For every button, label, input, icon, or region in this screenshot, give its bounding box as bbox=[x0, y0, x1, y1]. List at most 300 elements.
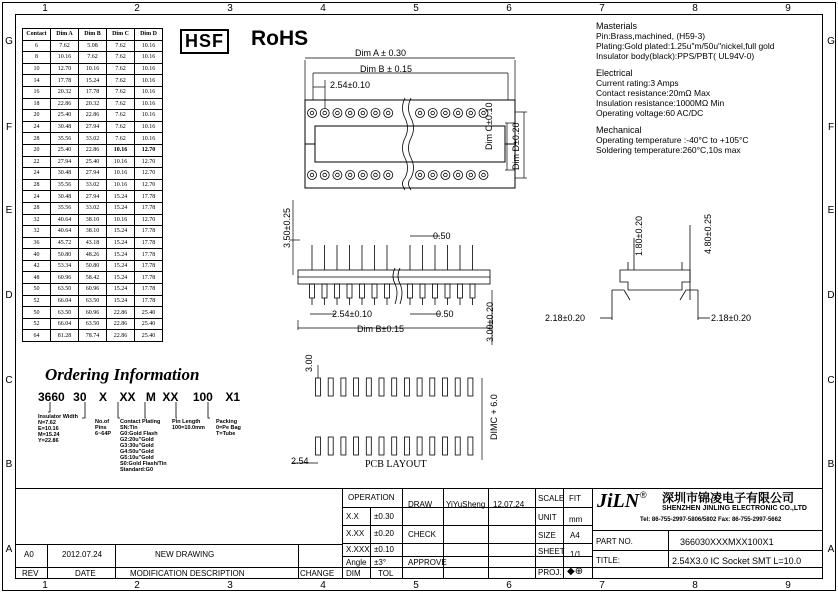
tb-tol-value: ±0.30 bbox=[374, 512, 394, 521]
pin-hole-inner bbox=[310, 173, 314, 177]
pin-hole-inner bbox=[469, 173, 473, 177]
table-cell: 22.86 bbox=[107, 318, 135, 330]
table-cell: 15.24 bbox=[107, 249, 135, 261]
zone-number: 1 bbox=[42, 3, 48, 14]
zone-number: 8 bbox=[692, 3, 698, 14]
pitch-top-label: 2.54±0.10 bbox=[330, 80, 370, 90]
pin-hole bbox=[479, 171, 488, 180]
table-cell: 12.70 bbox=[135, 179, 163, 191]
pin-hole-inner bbox=[361, 111, 365, 115]
table-cell: 15.24 bbox=[107, 226, 135, 238]
pin-hole bbox=[428, 109, 437, 118]
table-cell: 20 bbox=[23, 110, 51, 122]
electrical-heading: Electrical bbox=[596, 68, 633, 78]
pin-hole-inner bbox=[323, 173, 327, 177]
table-cell: 17.78 bbox=[135, 191, 163, 203]
zone-number: 9 bbox=[785, 3, 791, 14]
materials-line: Plating:Gold plated:1.25u"m/50u"nickel,full gold bbox=[596, 41, 775, 51]
width-218-right-label: 2.18±0.20 bbox=[711, 313, 751, 323]
pin-hole-inner bbox=[374, 173, 378, 177]
table-cell: 30.48 bbox=[51, 191, 79, 203]
pin-hole-inner bbox=[361, 173, 365, 177]
pcb-layout-label: PCB LAYOUT bbox=[365, 459, 427, 470]
zone-number: 6 bbox=[506, 3, 512, 14]
pin-hole bbox=[308, 109, 317, 118]
table-cell: 25.40 bbox=[135, 318, 163, 330]
pin-hole bbox=[454, 171, 463, 180]
dim-d-label: Dim D±0.20 bbox=[511, 122, 521, 170]
table-cell: 5.08 bbox=[79, 40, 107, 52]
zone-letter: C bbox=[5, 375, 13, 386]
table-cell: 12.70 bbox=[135, 156, 163, 168]
table-cell: 28 bbox=[23, 179, 51, 191]
electrical-line: Contact resistance:20mΩ Max bbox=[596, 88, 711, 98]
pin-hole bbox=[320, 109, 329, 118]
table-cell: 10 bbox=[23, 63, 51, 75]
table-cell: 50 bbox=[23, 307, 51, 319]
table-cell: 35.56 bbox=[51, 202, 79, 214]
pcb-pad bbox=[328, 378, 333, 396]
tb-scale: SCALE bbox=[538, 494, 565, 503]
table-cell: 17.78 bbox=[79, 86, 107, 98]
dim-b-bottom-label: Dim B±0.15 bbox=[357, 324, 404, 334]
table-cell: 16 bbox=[23, 86, 51, 98]
table-cell: 17.78 bbox=[135, 260, 163, 272]
table-cell: 7.62 bbox=[79, 52, 107, 64]
table-cell: 10.16 bbox=[79, 63, 107, 75]
insulator-legend: Insulator Width N=7.62 E=10.16 M=15.24 Y=22.86 bbox=[38, 414, 78, 444]
table-cell: 20 bbox=[23, 144, 51, 156]
zone-letter: D bbox=[5, 290, 13, 301]
electrical-line: Operating voltage:60 AC/DC bbox=[596, 108, 704, 118]
pin-hole-inner bbox=[310, 111, 314, 115]
table-cell: 27.94 bbox=[79, 121, 107, 133]
table-cell: 48 bbox=[23, 272, 51, 284]
plating-legend: Contact Plating SN:Tin G0:Gold Flash G2:20u"Gold G3:30u"Gold G4:50u"Gold G5:10u"Gold S0:Gold Flash/Tin Standard:G0 bbox=[120, 419, 167, 473]
pin-hole bbox=[346, 109, 355, 118]
table-cell: 18 bbox=[23, 98, 51, 110]
pin-hole-inner bbox=[418, 111, 422, 115]
pin-hole bbox=[308, 171, 317, 180]
width-050-bottom-label: 0.50 bbox=[436, 309, 454, 319]
code-length: 100 bbox=[192, 390, 213, 404]
pin-hole bbox=[384, 171, 393, 180]
table-cell: 12.70 bbox=[135, 214, 163, 226]
table-cell: 10.16 bbox=[107, 156, 135, 168]
mechanical-line: Operating temperature :-40°C to +105°C bbox=[596, 135, 749, 145]
table-header: Dim A bbox=[51, 29, 79, 41]
tb-tol: TOL bbox=[378, 569, 394, 578]
table-cell: 36 bbox=[23, 237, 51, 249]
pcb-pad bbox=[366, 437, 371, 455]
table-cell: 32 bbox=[23, 226, 51, 238]
mechanical-line: Soldering temperature:260°C,10s max bbox=[596, 145, 741, 155]
pin-hole bbox=[428, 171, 437, 180]
table-cell: 35.56 bbox=[51, 133, 79, 145]
zone-number: 3 bbox=[227, 580, 233, 591]
pin-hole bbox=[466, 109, 475, 118]
table-cell: 48.26 bbox=[79, 249, 107, 261]
pcb-pad bbox=[443, 378, 448, 396]
pcb-pad bbox=[455, 437, 460, 455]
table-cell: 28 bbox=[23, 133, 51, 145]
table-cell: 12.70 bbox=[135, 168, 163, 180]
zone-letter: F bbox=[827, 122, 835, 133]
pcb-pad bbox=[379, 437, 384, 455]
width-050-top-label: 0.50 bbox=[433, 231, 451, 241]
zone-number: 9 bbox=[785, 580, 791, 591]
packing-legend: Packing 0=Pe Bag T=Tube bbox=[216, 419, 241, 437]
width-218-left-label: 2.18±0.20 bbox=[545, 313, 585, 323]
table-cell: 40.64 bbox=[51, 214, 79, 226]
pcb-pad bbox=[379, 378, 384, 396]
materials-line: Pin:Brass,machined, (H59-3) bbox=[596, 31, 706, 41]
tb-tol-label: Angle bbox=[346, 558, 367, 567]
table-cell: 63.50 bbox=[79, 295, 107, 307]
table-cell: 27.94 bbox=[51, 156, 79, 168]
rev-a0: A0 bbox=[24, 550, 34, 559]
table-cell: 10.16 bbox=[135, 52, 163, 64]
table-cell: 10.16 bbox=[107, 144, 135, 156]
registered-icon: ® bbox=[640, 490, 647, 500]
zone-number: 2 bbox=[134, 580, 140, 591]
table-cell: 8 bbox=[23, 52, 51, 64]
table-cell: 20.32 bbox=[51, 86, 79, 98]
tb-tol-value: ±0.20 bbox=[374, 529, 394, 538]
table-cell: 10.16 bbox=[135, 86, 163, 98]
pin-hole bbox=[371, 109, 380, 118]
socket-pin-body bbox=[458, 284, 463, 298]
pin-hole bbox=[320, 171, 329, 180]
table-cell: 7.62 bbox=[107, 63, 135, 75]
table-cell: 50.80 bbox=[79, 260, 107, 272]
socket-pin-body bbox=[445, 284, 450, 298]
table-header: Contact bbox=[23, 29, 51, 41]
mechanical-heading: Mechanical bbox=[596, 125, 642, 135]
table-cell: 17.78 bbox=[51, 75, 79, 87]
table-cell: 15.24 bbox=[107, 237, 135, 249]
table-cell: 15.24 bbox=[107, 272, 135, 284]
zone-letter: C bbox=[827, 375, 835, 386]
table-cell: 12.70 bbox=[51, 63, 79, 75]
pcb-pad bbox=[392, 378, 397, 396]
zone-number: 8 bbox=[692, 580, 698, 591]
code-type: 30 bbox=[73, 390, 87, 404]
zone-number: 6 bbox=[506, 580, 512, 591]
socket-pin-body bbox=[335, 284, 340, 298]
tb-tol-label: X.X bbox=[346, 512, 359, 521]
pcb-pad bbox=[443, 437, 448, 455]
table-cell: 22.86 bbox=[79, 110, 107, 122]
table-cell: 10.16 bbox=[107, 214, 135, 226]
table-cell: 81.28 bbox=[51, 330, 79, 342]
table-cell: 60.96 bbox=[79, 284, 107, 296]
rohs-badge: RoHS bbox=[251, 27, 309, 50]
pcb-pad bbox=[468, 437, 473, 455]
pcb-pad bbox=[404, 378, 409, 396]
table-cell: 24 bbox=[23, 168, 51, 180]
pin-hole-inner bbox=[386, 173, 390, 177]
tb-sheet-val: 1/1 bbox=[570, 550, 582, 559]
table-cell: 17.78 bbox=[135, 272, 163, 284]
pcb-pad bbox=[328, 437, 333, 455]
height-180-label: 1.80±0.20 bbox=[634, 216, 644, 256]
table-cell: 10.16 bbox=[107, 179, 135, 191]
table-cell: 10.16 bbox=[135, 133, 163, 145]
company-tel: Tel: 86-755-2997-5806/5802 Fax: 86-755-2997-5662 bbox=[640, 517, 782, 523]
table-cell: 43.18 bbox=[79, 237, 107, 249]
table-cell: 25.40 bbox=[51, 110, 79, 122]
table-cell: 50.80 bbox=[51, 249, 79, 261]
socket-pin-body bbox=[420, 284, 425, 298]
tb-approve: APPROVE bbox=[408, 558, 447, 567]
zone-number: 3 bbox=[227, 3, 233, 14]
pcb-pad bbox=[341, 437, 346, 455]
tb-mm: mm bbox=[569, 515, 583, 524]
title-label: TITLE: bbox=[596, 556, 621, 565]
table-cell: 60.96 bbox=[79, 307, 107, 319]
pin-hole-inner bbox=[431, 111, 435, 115]
table-cell: 33.02 bbox=[79, 202, 107, 214]
socket-pin-body bbox=[385, 284, 390, 298]
table-cell: 17.78 bbox=[135, 202, 163, 214]
rev-head-date: DATE bbox=[75, 569, 96, 578]
pcb-dimc-label: DIMC + 6.0 bbox=[489, 394, 499, 440]
pin-hole bbox=[346, 171, 355, 180]
zone-letter: G bbox=[827, 36, 835, 47]
pcb-pad bbox=[316, 378, 321, 396]
pin-hole bbox=[333, 109, 342, 118]
tb-check: CHECK bbox=[408, 530, 437, 539]
pins-legend: No.of Pins 6~64P bbox=[95, 419, 112, 437]
tb-size: SIZE bbox=[538, 531, 556, 540]
pcb-pad bbox=[455, 378, 460, 396]
pcb-pad bbox=[417, 378, 422, 396]
table-cell: 20.32 bbox=[79, 98, 107, 110]
height-300-label: 3.00±0.20 bbox=[485, 302, 495, 342]
zone-number: 5 bbox=[413, 580, 419, 591]
table-cell: 25.40 bbox=[135, 330, 163, 342]
table-cell: 24 bbox=[23, 191, 51, 203]
table-cell: 58.42 bbox=[79, 272, 107, 284]
table-cell: 7.62 bbox=[107, 75, 135, 87]
ordering-title: Ordering Information bbox=[45, 365, 200, 384]
code-plating: XX bbox=[162, 390, 179, 404]
table-header: Dim C bbox=[107, 29, 135, 41]
table-cell: 22.86 bbox=[79, 144, 107, 156]
pin-hole-inner bbox=[348, 111, 352, 115]
tb-tol-value: ±0.10 bbox=[374, 545, 394, 554]
table-cell: 15.24 bbox=[107, 284, 135, 296]
table-cell: 14 bbox=[23, 75, 51, 87]
pin-hole bbox=[333, 171, 342, 180]
table-cell: 42 bbox=[23, 260, 51, 272]
table-cell: 60.96 bbox=[51, 272, 79, 284]
length-legend: Pin Length 100=10.0mm bbox=[172, 419, 205, 431]
socket-pin-body bbox=[433, 284, 438, 298]
electrical-line: Insulation resistance:1000MΩ Min bbox=[596, 98, 725, 108]
pin-hole-inner bbox=[418, 173, 422, 177]
pin-hole-inner bbox=[348, 173, 352, 177]
materials-line: Insulator body(black):PPS/PBT( UL94V-0) bbox=[596, 51, 755, 61]
pin-hole-inner bbox=[431, 173, 435, 177]
socket-pin-body bbox=[408, 284, 413, 298]
table-cell: 38.10 bbox=[79, 226, 107, 238]
tb-fit: FIT bbox=[569, 494, 581, 503]
table-cell: 66.04 bbox=[51, 318, 79, 330]
table-cell: 10.16 bbox=[135, 75, 163, 87]
code-packing: X1 bbox=[225, 390, 240, 404]
table-header: Dim B bbox=[79, 29, 107, 41]
pcb-pad bbox=[341, 378, 346, 396]
table-cell: 40.64 bbox=[51, 226, 79, 238]
table-cell: 15.24 bbox=[79, 75, 107, 87]
table-cell: 17.78 bbox=[135, 295, 163, 307]
table-cell: 10.16 bbox=[135, 98, 163, 110]
table-cell: 10.16 bbox=[135, 110, 163, 122]
pin-hole bbox=[441, 171, 450, 180]
pin-hole bbox=[371, 171, 380, 180]
dim-b-top-label: Dim B ± 0.15 bbox=[360, 64, 412, 74]
table-cell: 40 bbox=[23, 249, 51, 261]
zone-letter: A bbox=[5, 544, 13, 555]
zone-letter: A bbox=[827, 544, 835, 555]
table-cell: 38.10 bbox=[79, 214, 107, 226]
zone-number: 2 bbox=[134, 3, 140, 14]
table-cell: 27.94 bbox=[79, 191, 107, 203]
electrical-line: Current rating:3 Amps bbox=[596, 78, 679, 88]
title-value: 2.54X3.0 IC Socket SMT L=10.0 bbox=[672, 556, 802, 566]
rev-date: 2012.07.24 bbox=[62, 550, 103, 559]
tb-unit: UNIT bbox=[538, 513, 557, 522]
code-pins: XX bbox=[119, 390, 136, 404]
company-name-cn: 深圳市锦凌电子有限公司 bbox=[662, 491, 795, 505]
table-cell: 7.62 bbox=[107, 121, 135, 133]
tb-drawer: YiYuSheng bbox=[446, 500, 486, 509]
pin-hole-inner bbox=[444, 111, 448, 115]
table-cell: 52 bbox=[23, 295, 51, 307]
table-cell: 7.62 bbox=[107, 86, 135, 98]
table-cell: 7.62 bbox=[107, 110, 135, 122]
zone-number: 7 bbox=[599, 3, 605, 14]
pin-hole-inner bbox=[374, 111, 378, 115]
company-logo: JiLN bbox=[597, 490, 640, 512]
table-cell: 22 bbox=[23, 156, 51, 168]
tb-sheet: SHEET bbox=[538, 547, 565, 556]
pcb-pad bbox=[366, 378, 371, 396]
table-cell: 7.62 bbox=[107, 52, 135, 64]
table-header: Dim D bbox=[135, 29, 163, 41]
zone-letter: B bbox=[5, 459, 13, 470]
zone-number: 4 bbox=[320, 3, 326, 14]
pin-hole-inner bbox=[336, 173, 340, 177]
table-cell: 28 bbox=[23, 202, 51, 214]
pcb-300-label: 3.00 bbox=[304, 354, 314, 372]
pitch-bottom-label: 2.54±0.10 bbox=[332, 309, 372, 319]
pin-hole-inner bbox=[386, 111, 390, 115]
pin-hole bbox=[416, 171, 425, 180]
pin-hole-inner bbox=[456, 173, 460, 177]
pin-hole-inner bbox=[323, 111, 327, 115]
pcb-pad bbox=[430, 437, 435, 455]
table-cell: 17.78 bbox=[135, 226, 163, 238]
table-cell: 7.62 bbox=[107, 98, 135, 110]
projection-symbol-icon: ◆⊕ bbox=[567, 566, 584, 577]
pin-hole bbox=[416, 109, 425, 118]
table-cell: 33.02 bbox=[79, 133, 107, 145]
table-cell: 52 bbox=[23, 318, 51, 330]
pcb-pad bbox=[468, 378, 473, 396]
tb-a4: A4 bbox=[570, 531, 580, 540]
table-cell: 17.78 bbox=[135, 237, 163, 249]
table-cell: 22.86 bbox=[107, 330, 135, 342]
table-cell: 7.62 bbox=[51, 40, 79, 52]
table-cell: 53.34 bbox=[51, 260, 79, 272]
zone-number: 5 bbox=[413, 3, 419, 14]
tb-proj: PROJ. bbox=[538, 568, 562, 577]
table-cell: 78.74 bbox=[79, 330, 107, 342]
socket-pin-body bbox=[322, 284, 327, 298]
table-cell: 7.62 bbox=[107, 40, 135, 52]
table-cell: 10.16 bbox=[135, 121, 163, 133]
pin-hole bbox=[441, 109, 450, 118]
table-cell: 25.40 bbox=[135, 307, 163, 319]
socket-pin-body bbox=[372, 284, 377, 298]
table-cell: 10.16 bbox=[135, 63, 163, 75]
zone-letter: F bbox=[5, 122, 13, 133]
pin-hole-inner bbox=[444, 173, 448, 177]
part-no-value: 366030XXXMXX100X1 bbox=[680, 537, 774, 547]
rev-desc: NEW DRAWING bbox=[155, 550, 215, 559]
pin-hole-inner bbox=[456, 111, 460, 115]
socket-pin-body bbox=[360, 284, 365, 298]
table-cell: 63.50 bbox=[51, 284, 79, 296]
table-cell: 63.50 bbox=[79, 318, 107, 330]
code-width: X bbox=[98, 390, 107, 404]
pin-hole bbox=[466, 171, 475, 180]
dim-a-label: Dim A ± 0.30 bbox=[355, 48, 406, 58]
zone-letter: E bbox=[827, 205, 835, 216]
table-cell: 15.24 bbox=[107, 202, 135, 214]
table-cell: 45.72 bbox=[51, 237, 79, 249]
table-cell: 7.62 bbox=[107, 133, 135, 145]
dim-c-label: Dim C±0.10 bbox=[484, 102, 494, 150]
socket-pin-body bbox=[310, 284, 315, 298]
zone-letter: B bbox=[827, 459, 835, 470]
table-cell: 17.78 bbox=[135, 284, 163, 296]
table-cell: 10.16 bbox=[135, 40, 163, 52]
table-cell: 22.86 bbox=[51, 98, 79, 110]
part-no-label: PART NO. bbox=[596, 537, 633, 546]
company-name-en: SHENZHEN JINLING ELECTRONIC CO.,LTD bbox=[662, 505, 807, 512]
table-cell: 15.24 bbox=[107, 191, 135, 203]
materials-heading: Masterials bbox=[596, 21, 638, 31]
pin-hole-inner bbox=[336, 111, 340, 115]
pin-hole bbox=[384, 109, 393, 118]
pin-hole-inner bbox=[482, 173, 486, 177]
table-cell: 50 bbox=[23, 284, 51, 296]
pcb-pad bbox=[354, 378, 359, 396]
hsf-badge: HSF bbox=[180, 29, 229, 54]
pcb-pad bbox=[404, 437, 409, 455]
pin-hole bbox=[454, 109, 463, 118]
table-cell: 25.40 bbox=[51, 144, 79, 156]
table-cell: 25.40 bbox=[79, 156, 107, 168]
height-350-label: 3.50±0.25 bbox=[282, 208, 292, 248]
rev-head-desc: MODIFICATION DESCRIPTION bbox=[130, 569, 245, 578]
table-cell: 35.56 bbox=[51, 179, 79, 191]
tb-tol-value: ±3° bbox=[374, 558, 387, 567]
